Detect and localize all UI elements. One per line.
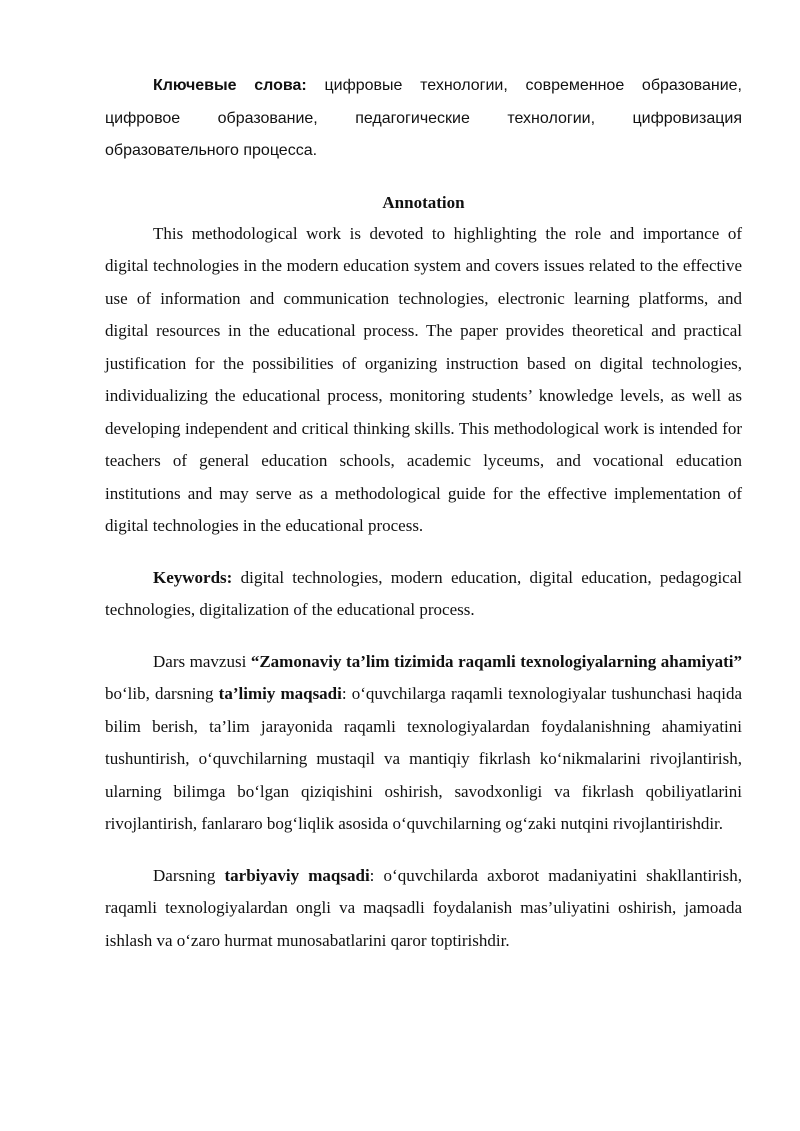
- educational-goal-text: : o‘quvchilarda axborot madaniyatini shakllantirish, raqamli texnologiyalardan ongli va maqsadli foydalanish mas’uliyatini oshirish, jamoada ishlash va o‘zaro hurmat munosabatlarini qaror toptirishdir.: [105, 865, 742, 950]
- lesson-topic-title: “Zamonaviy ta’lim tizimida raqamli texnologiyalarning ahamiyati”: [250, 651, 742, 671]
- russian-keywords-paragraph: [105, 70, 742, 168]
- annotation-heading: Annotation: [382, 192, 465, 212]
- lesson-topic-paragraph: [105, 646, 742, 841]
- lesson-topic-middle: bo‘lib, darsning: [105, 684, 219, 703]
- document-page: [105, 70, 742, 957]
- russian-keywords-label: Ключевые слова:: [153, 77, 307, 94]
- educational-goal-prefix: Darsning: [153, 865, 225, 885]
- english-keywords-paragraph: [105, 562, 742, 627]
- lesson-goal-label: ta’limiy maqsadi: [218, 684, 342, 703]
- lesson-topic-prefix: Dars mavzusi: [153, 651, 251, 671]
- english-keywords-text: digital technologies, modern education, digital education, pedagogical technologies, digitalization of the educational process.: [105, 567, 742, 619]
- english-keywords-label: Keywords:: [153, 567, 233, 587]
- annotation-body: This methodological work is devoted to highlighting the role and importance of digital technologies in the modern education system and covers issues related to the effective use of information and communication technologies, electronic learning platforms, and digital resources in the educational process. The paper provides theoretical and practical justification for the possibilities of organizing instruction based on digital technologies, individualizing the educational process, monitoring students’ knowledge levels, as well as developing independent and critical thinking skills. This methodological work is intended for teachers of general education schools, academic lyceums, and vocational education institutions and may serve as a methodological guide for the effective implementation of digital technologies in the educational process.: [105, 223, 742, 535]
- russian-keywords-text: цифровые технологии, современное образование, цифровое образование, педагогические технологии, цифровизация образовательного процесса.: [105, 77, 743, 159]
- educational-goal-paragraph: [105, 860, 742, 958]
- educational-goal-label: tarbiyaviy maqsadi: [224, 865, 370, 885]
- lesson-goal-text: : o‘quvchilarga raqamli texnologiyalar tushunchasi haqida bilim berish, ta’lim jarayonida raqamli texnologiyalardan foydalanishning ahamiyatini tushuntirish, o‘quvchilarning mustaqil va mantiqiy fikrlash ko‘nikmalarini rivojlantirish, ularning bilimga bo‘lgan qiziqishini oshirish, savodxonligi va fikrlash qobiliyatlarini rivojlantirish, fanlararo bog‘liqlik asosida o‘quvchilarning og‘zaki nutqini rivojlantirishdir.: [105, 684, 743, 833]
